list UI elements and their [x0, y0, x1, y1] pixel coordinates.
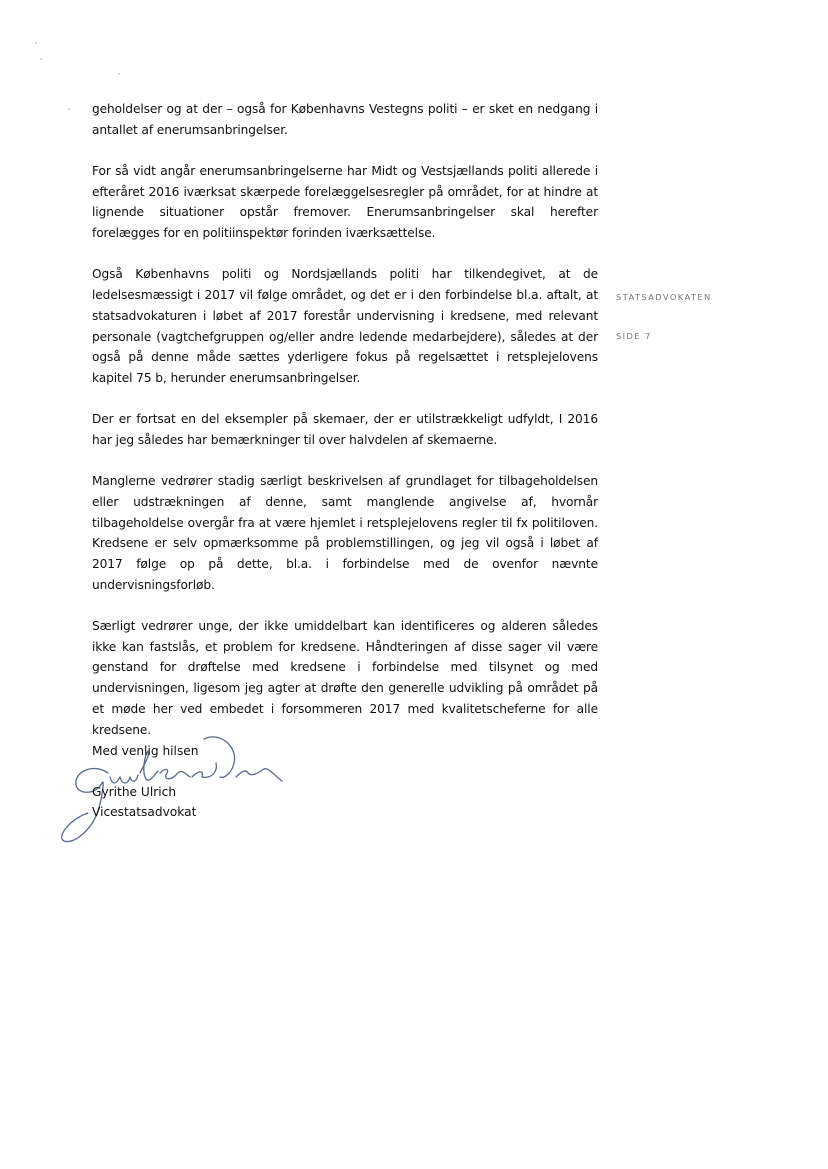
sender-office-label: STATSADVOKATEN [616, 292, 712, 302]
paragraph: Manglerne vedrører stadig særligt beskrivelsen af grundlaget for tilbageholdelsen eller udstrækningen af denne, samt manglende angivelse af, hvornår tilbageholdelse overgår fra at være hjemlet i retsplejelovens regler til fx politiloven. Kredsene er selv opmærksomme på problemstillingen, og jeg vil også i løbet af 2017 følge op på dette, bl.a. i forbindelse med de ovenfor nævnte undervisningsforløb. [92, 474, 598, 592]
paragraph: Der er fortsat en del eksempler på skemaer, der er utilstrækkeligt udfyldt, I 2016 har jeg således har bemærkninger til over halvdelen af skemaerne. [92, 412, 598, 447]
scan-speck [35, 42, 37, 44]
scan-speck [40, 58, 42, 60]
page-number-label: SIDE 7 [616, 331, 652, 341]
signer-name: Gyrithe Ulrich [92, 784, 177, 799]
letter-body [92, 99, 598, 761]
signer-title: Vicestatsadvokat [92, 805, 197, 820]
scan-speck [118, 73, 120, 75]
paragraph: Særligt vedrører unge, der ikke umiddelbart kan identificeres og alderen således ikke kan fastslås, et problem for kredsene. Håndteringen af disse sager vil være genstand for drøftelse med kredsene i forbindelse med tilsynet og med undervisningen, ligesom jeg agter at drøfte den generelle udvikling på området på et møde her ved embedet i forsommeren 2017 med kvalitetscheferne for alle kredsene. [92, 619, 598, 737]
paragraph: For så vidt angår enerumsanbringelserne har Midt og Vestsjællands politi allerede i efteråret 2016 iværksat skærpede forelæggelsesregler på området, for at hindre at lignende situationer opstår fremover. Enerumsanbringelser skal herefter forelægges for en politiinspektør forinden iværksættelse. [92, 164, 598, 241]
paragraph: geholdelser og at der – også for Københavns Vestegns politi – er sket en nedgang i antallet af enerumsanbringelser. [92, 102, 598, 137]
scan-speck [68, 108, 70, 110]
closing-greeting: Med venlig hilsen [92, 744, 199, 758]
closing-block [92, 741, 199, 823]
paragraph: Også Københavns politi og Nordsjællands politi har tilkendegivet, at de ledelsesmæssigt i 2017 vil følge området, og det er i den forbindelse bl.a. aftalt, at statsadvokaturen i løbet af 2017 forestår undervisning i kredsene, med relevant personale (vagtchefgruppen og/eller andre ledende medarbejdere), således at der også på denne måde sættes yderligere fokus på regelsættet i retsplejelovens kapitel 75 b, herunder enerumsanbringelser. [92, 267, 598, 385]
